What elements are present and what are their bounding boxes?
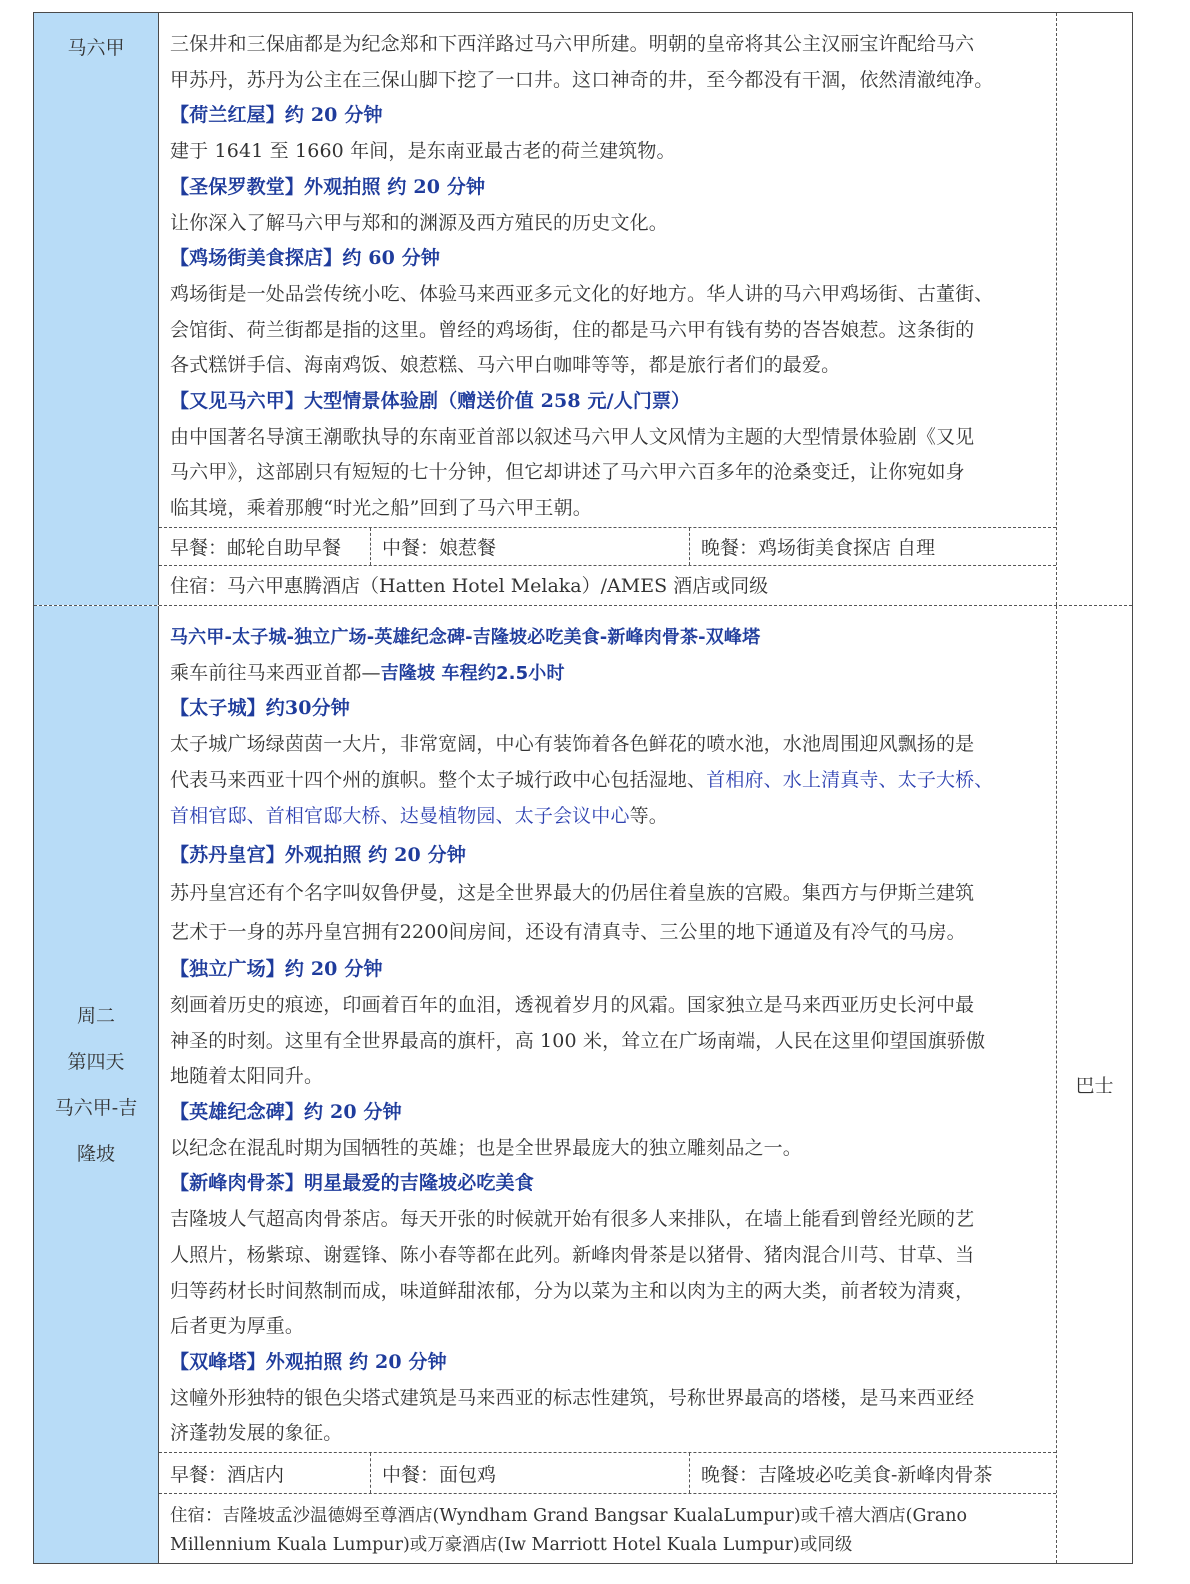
text-line: 建于 1641 至 1660 年间，是东南亚最古老的荷兰建筑物。 [170, 140, 676, 163]
route-title: 马六甲-太子城-独立广场-英雄纪念碑-吉隆坡必吃美食-新峰肉骨茶-双峰塔 [170, 627, 761, 648]
text-line: 济蓬勃发展的象征。 [170, 1422, 343, 1445]
text-line: 吉隆坡人气超高肉骨茶店。每天开张的时候就开始有很多人来排队，在墙上能看到曾经光顾的艺 [170, 1208, 975, 1231]
meals-row [159, 1452, 1056, 1493]
content-body [159, 13, 1056, 527]
breakfast-cell: 早餐：邮轮自助早餐 [170, 536, 342, 559]
text-line: 由中国著名导演王潮歌执导的东南亚首部以叙述马六甲人文风情为主题的大型情景体验剧《又见 [170, 425, 975, 448]
text-line: 马六甲》，这部剧只有短短的七十分钟，但它却讲述了马六甲六百多年的沧桑变迁，让你宛如身 [170, 461, 965, 484]
text-line: 会馆街、荷兰街都是指的这里。曾经的鸡场街，住的都是马六甲有钱有势的峇峇娘惹。这条街的 [170, 318, 975, 341]
drive-prefix: 乘车前往马来西亚首都— [170, 661, 381, 684]
dinner-cell: 晚餐：吉隆坡必吃美食-新峰肉骨茶 [689, 1453, 1056, 1493]
day-week: 周二 [76, 1004, 115, 1027]
day-number: 第四天 [67, 1050, 125, 1073]
text-line: 鸡场街是一处品尝传统小吃、体验马来西亚多元文化的好地方。华人讲的马六甲鸡场街、古董街、 [170, 282, 994, 305]
text-line: 苏丹皇宫还有个名字叫奴鲁伊曼，这是全世界最大的仍居住着皇族的宫殿。集西方与伊斯兰建筑 [170, 882, 975, 905]
text-line: 神圣的时刻。这里有全世界最高的旗杆，高 100 米，耸立在广场南端，人民在这里仰望国旗骄傲 [170, 1029, 986, 1052]
section-title: 【双峰塔】外观拍照 约 20 分钟 [170, 1350, 447, 1373]
lunch-cell: 中餐：娘惹餐 [370, 528, 689, 565]
text-span: 等。 [629, 804, 668, 827]
drive-highlight: 吉隆坡 车程约2.5小时 [380, 662, 565, 684]
day-label: 马六甲 [67, 37, 125, 59]
accommodation [159, 1493, 1056, 1563]
itinerary-row-malacca [34, 13, 1132, 606]
text-line: 临其境，乘着那艘“时光之船”回到了马六甲王朝。 [170, 497, 592, 520]
text-line [170, 763, 1046, 799]
content-body [159, 606, 1056, 1452]
text-line: 各式糕饼手信、海南鸡饭、娘惹糕、马六甲白咖啡等等，都是旅行者们的最爱。 [170, 354, 841, 377]
itinerary-row-day4 [34, 606, 1132, 1563]
day-route: 马六甲-吉 [54, 1096, 138, 1119]
text-line: 让你深入了解马六甲与郑和的渊源及西方殖民的历史文化。 [170, 211, 668, 234]
section-title: 【鸡场街美食探店】约 60 分钟 [170, 247, 441, 270]
day-cell [34, 13, 159, 605]
text-span: 代表马来西亚十四个州的旗帜。整个太子城行政中心包括湿地、 [170, 768, 707, 791]
section-title: 【独立广场】约 20 分钟 [170, 958, 383, 981]
lunch-cell: 中餐：面包鸡 [370, 1453, 689, 1493]
accommodation-line: 住宿：吉隆坡孟沙温德姆至尊酒店(Wyndham Grand Bangsar KualaLumpur)或千禧大酒店(Grano [170, 1506, 968, 1526]
text-line: 这幢外形独特的银色尖塔式建筑是马来西亚的标志性建筑，号称世界最高的塔楼，是马来西亚经 [170, 1386, 975, 1409]
transport-cell [1057, 13, 1132, 605]
text-line: 地随着太阳同升。 [170, 1065, 324, 1088]
content-cell [159, 13, 1057, 605]
text-line: 三保井和三保庙都是为纪念郑和下西洋路过马六甲所建。明朝的皇帝将其公主汉丽宝许配给马六 [170, 33, 975, 55]
landmark-links: 首相府、水上清真寺、太子大桥、 [706, 768, 994, 791]
text-line: 归等药材长时间熬制而成，味道鲜甜浓郁，分为以菜为主和以肉为主的两大类，前者较为清爽， [170, 1279, 975, 1302]
section-title: 【英雄纪念碑】约 20 分钟 [170, 1101, 402, 1124]
transport-label: 巴士 [1075, 1075, 1114, 1097]
section-title: 【荷兰红屋】约 20 分钟 [170, 104, 383, 127]
landmark-links: 首相官邸、首相官邸大桥、达曼植物园、太子会议中心 [170, 804, 630, 827]
drive-info [170, 656, 1046, 692]
text-line: 刻画着历史的痕迹，印画着百年的血泪，透视着岁月的风霜。国家独立是马来西亚历史长河中最 [170, 993, 975, 1016]
section-title: 【新峰肉骨茶】明星最爱的吉隆坡必吃美食 [170, 1172, 534, 1195]
dinner-cell: 晚餐：鸡场街美食探店 自理 [689, 528, 1056, 565]
section-title: 【苏丹皇宫】外观拍照 约 20 分钟 [170, 844, 466, 867]
breakfast-cell: 早餐：酒店内 [170, 1463, 285, 1486]
text-line: 甲苏丹，苏丹为公主在三保山脚下挖了一口井。这口神奇的井，至今都没有干涸，依然清澈纯净。 [170, 68, 994, 91]
accommodation-line: Millennium Kuala Lumpur)或万豪酒店(Iw Marriott Hotel Kuala Lumpur)或同级 [170, 1535, 853, 1555]
day-route: 隆坡 [76, 1142, 115, 1165]
day-cell [34, 606, 159, 1563]
itinerary-table [33, 12, 1133, 1564]
transport-cell [1057, 606, 1132, 1563]
section-title: 【又见马六甲】大型情景体验剧（赠送价值 258 元/人门票） [170, 390, 691, 413]
section-title: 【太子城】约30分钟 [170, 697, 350, 720]
section-title: 【圣保罗教堂】外观拍照 约 20 分钟 [170, 175, 486, 198]
text-line: 后者更为厚重。 [170, 1315, 305, 1338]
accommodation: 住宿：马六甲惠腾酒店（Hatten Hotel Melaka）/AMES 酒店或同级 [159, 565, 1056, 605]
text-line [170, 799, 1046, 835]
meals-row [159, 527, 1056, 565]
content-cell [159, 606, 1057, 1563]
text-line: 人照片，杨紫琼、谢霆锋、陈小春等都在此列。新峰肉骨茶是以猪骨、猪肉混合川芎、甘草、当 [170, 1243, 975, 1266]
text-line: 太子城广场绿茵茵一大片，非常宽阔，中心有装饰着各色鲜花的喷水池，水池周围迎风飘扬的是 [170, 733, 975, 756]
text-line: 以纪念在混乱时期为国牺牲的英雄；也是全世界最庞大的独立雕刻品之一。 [170, 1136, 802, 1159]
text-line: 艺术于一身的苏丹皇宫拥有2200间房间，还设有清真寺、三公里的地下通道及有冷气的马房。 [170, 921, 966, 944]
